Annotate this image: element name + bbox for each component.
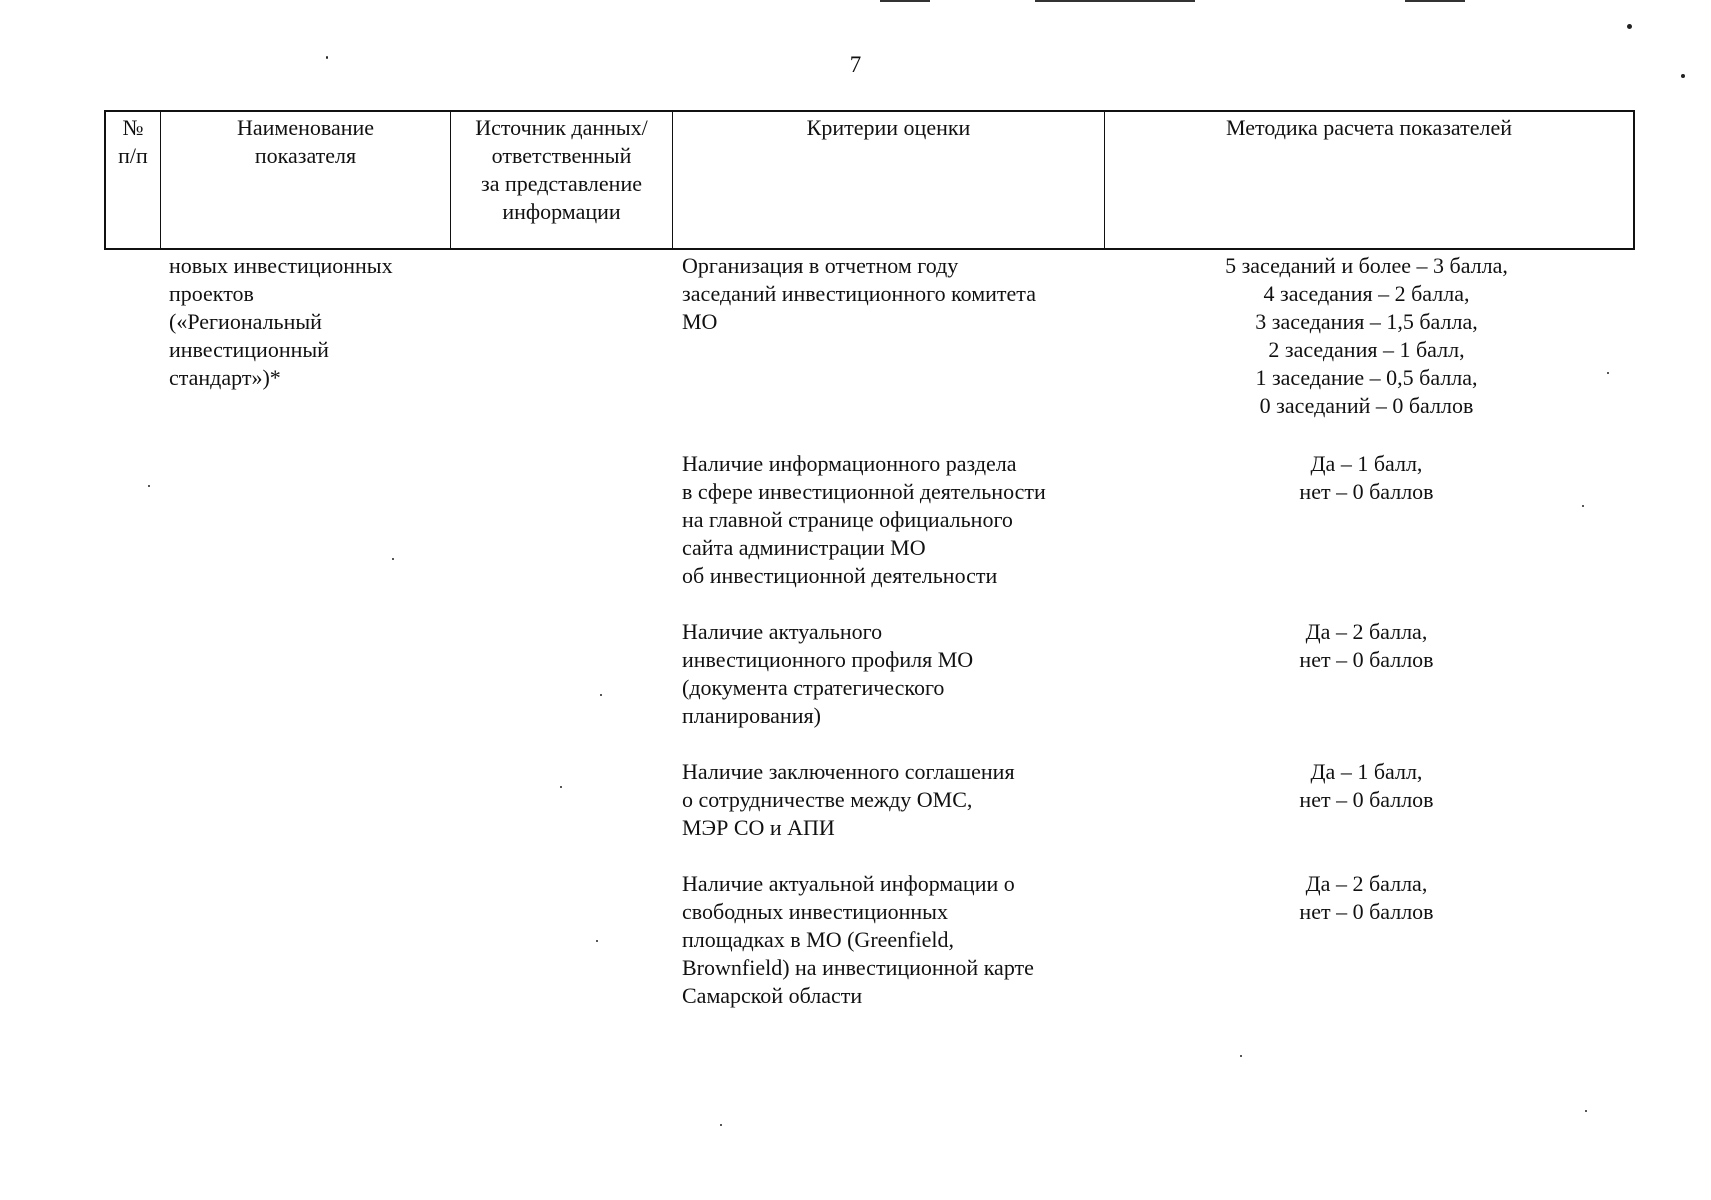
scan-speck bbox=[600, 694, 602, 696]
header-source bbox=[450, 112, 672, 248]
scan-speck bbox=[392, 558, 394, 560]
criteria-cell: Наличие заключенного соглашения о сотрудничестве между ОМС, МЭР СО и АПИ bbox=[682, 759, 1015, 840]
criteria-cell: Организация в отчетном году заседаний инвестиционного комитета МО bbox=[682, 253, 1036, 334]
header-num bbox=[106, 112, 160, 248]
scan-speck bbox=[720, 1124, 722, 1126]
indicator-name: новых инвестиционных проектов («Региональный инвестиционный стандарт»)* bbox=[169, 253, 393, 390]
scan-line bbox=[1035, 0, 1195, 2]
scan-line bbox=[880, 0, 930, 2]
criteria-cell: Наличие актуального инвестиционного профиля МО (документа стратегического планирования) bbox=[682, 619, 974, 728]
scan-speck bbox=[560, 786, 562, 788]
header-num-label: № п/п bbox=[118, 115, 148, 168]
header-name-label: Наименование показателя bbox=[236, 115, 375, 168]
page-number: 7 bbox=[849, 52, 862, 77]
header-criteria bbox=[672, 112, 1104, 248]
header-criteria-label: Критерии оценки bbox=[806, 115, 971, 140]
header-method bbox=[1104, 112, 1633, 248]
scan-speck bbox=[1585, 1110, 1587, 1112]
method-cell: Да – 2 балла, нет – 0 баллов bbox=[1299, 871, 1434, 924]
scan-speck bbox=[1627, 24, 1632, 29]
scan-line bbox=[1405, 0, 1465, 2]
method-cell: Да – 2 балла, нет – 0 баллов bbox=[1299, 619, 1434, 672]
header-method-label: Методика расчета показателей bbox=[1225, 115, 1513, 140]
method-cell: Да – 1 балл, нет – 0 баллов bbox=[1299, 451, 1434, 504]
table-header bbox=[104, 110, 1635, 250]
method-cell: Да – 1 балл, нет – 0 баллов bbox=[1299, 759, 1434, 812]
scan-speck bbox=[596, 940, 598, 942]
method-cell: 5 заседаний и более – 3 балла, 4 заседания – 2 балла, 3 заседания – 1,5 балла, 2 заседания – 1 балл, 1 заседание – 0,5 балла, 0 заседаний – 0 баллов bbox=[1225, 253, 1508, 418]
criteria-cell: Наличие актуальной информации о свободных инвестиционных площадках в МО (Greenfield, Brownfield) на инвестиционной карте Самарской области bbox=[682, 871, 1034, 1008]
scan-speck bbox=[148, 485, 150, 487]
header-source-label: Источник данных/ ответственный за представление информации bbox=[475, 115, 648, 224]
header-name bbox=[160, 112, 450, 248]
criteria-cell: Наличие информационного раздела в сфере инвестиционной деятельности на главной странице официального сайта администрации МО об инвестиционной деятельности bbox=[682, 451, 1046, 588]
scan-speck bbox=[1240, 1055, 1242, 1057]
